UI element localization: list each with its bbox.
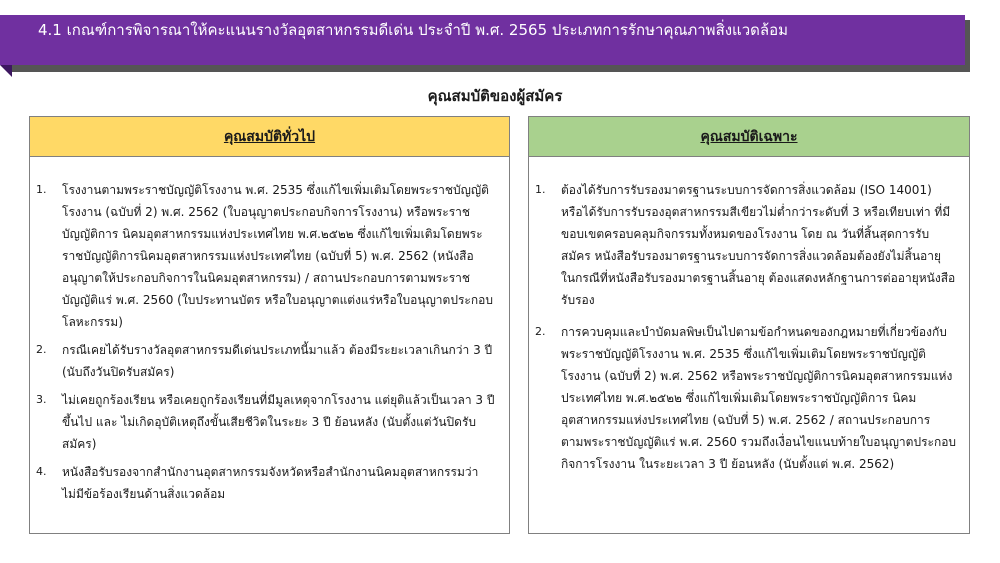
list-item: [30, 339, 497, 383]
list-item: [529, 179, 957, 311]
header-bar: [0, 15, 965, 65]
list-item: [30, 461, 497, 505]
list-item: [30, 179, 497, 333]
general-qualifications-list: [30, 157, 509, 505]
item-text: หนังสือรับรองจากสำนักงานอุตสาหกรรมจังหวัดหรือสำนักงานนิคมอุตสาหกรรมว่าไม่มีข้อร้องเรียนด้านสิ่งแวดล้อม: [62, 465, 479, 501]
list-item: [529, 321, 957, 475]
item-number: 2.: [36, 343, 47, 356]
item-text: ต้องได้รับการรับรองมาตรฐานระบบการจัดการสิ่งแวดล้อม (ISO 14001) หรือได้รับการรับรองอุตสาหกรรมสีเขียวไม่ต่ำกว่าระดับที่ 3 หรือเทียบเท่า ที่มีขอบเขตครอบคลุมกิจกรรมทั้งหมดของโรงงาน โดย ณ วันที่สิ้นสุดการรับสมัคร หนังสือรับรองมาตรฐานระบบการจัดการสิ่งแวดล้อมต้องยังไม่สิ้นอายุ ในกรณีที่หนังสือรับรองมาตรฐานสิ้นอายุ ต้องแสดงหลักฐานการต่ออายุหนังสือรับรอง: [561, 183, 956, 307]
item-text: โรงงานตามพระราชบัญญัติโรงงาน พ.ศ. 2535 ซึ่งแก้ไขเพิ่มเติมโดยพระราชบัญญัติโรงงาน (ฉบับที่ 2) พ.ศ. 2562 (ใบอนุญาตประกอบกิจการโรงงาน) หรือพระราชบัญญัติการ นิคมอุตสาหกรรมแห่งประเทศไทย พ.ศ.๒๕๒๒ ซึ่งแก้ไขเพิ่มเติมโดยพระราชบัญญัติการนิคมอุตสาหกรรมแห่งประเทศไทย (ฉบับที่ 5) พ.ศ. 2562 (หนังสืออนุญาตให้ประกอบกิจการในนิคมอุตสาหกรรม) / สถานประกอบการตามพระราชบัญญัติแร่ พ.ศ. 2560 (ใบประทานบัตร หรือใบอนุญาตแต่งแร่หรือใบอนุญาตประกอบโลหะกรรม): [62, 183, 493, 329]
list-item: [30, 389, 497, 455]
page-title: คุณสมบัติของผู้สมัคร: [427, 87, 563, 105]
item-number: 3.: [36, 393, 47, 406]
header-notch: [0, 65, 12, 77]
item-number: 1.: [36, 183, 47, 196]
item-number: 1.: [535, 183, 546, 196]
header-title: 4.1 เกณฑ์การพิจารณาให้คะแนนรางวัลอุตสาหกรรมดีเด่น ประจำปี พ.ศ. 2565 ประเภทการรักษาคุณภาพสิ่งแวดล้อม: [38, 21, 788, 39]
specific-qualifications-list: [529, 157, 969, 475]
item-text: ไม่เคยถูกร้องเรียน หรือเคยถูกร้องเรียนที่มีมูลเหตุจากโรงงาน แต่ยุติแล้วเป็นเวลา 3 ปี ขึ้นไป และ ไม่เกิดอุบัติเหตุถึงขั้นเสียชีวิตในระยะ 3 ปี ย้อนหลัง (นับตั้งแต่วันปิดรับสมัคร): [62, 393, 495, 451]
specific-qualifications-panel: [528, 116, 970, 534]
item-text: กรณีเคยได้รับรางวัลอุตสาหกรรมดีเด่นประเภทนี้มาแล้ว ต้องมีระยะเวลาเกินกว่า 3 ปี (นับถึงวันปิดรับสมัคร): [62, 343, 493, 379]
item-number: 4.: [36, 465, 47, 478]
general-qualifications-panel: [29, 116, 510, 534]
item-text: การควบคุมและบำบัดมลพิษเป็นไปตามข้อกำหนดของกฎหมายที่เกี่ยวข้องกับพระราชบัญญัติโรงงาน พ.ศ. 2535 ซึ่งแก้ไขเพิ่มเติมโดยพระราชบัญญัติโรงงาน (ฉบับที่ 2) พ.ศ. 2562 หรือพระราชบัญญัติการนิคมอุตสาหกรรมแห่งประเทศไทย พ.ศ.๒๕๒๒ ซึ่งแก้ไขเพิ่มเติมโดยพระราชบัญญัติการ นิคมอุตสาหกรรมแห่งประเทศไทย (ฉบับที่ 5) พ.ศ. 2562 / สถานประกอบการตามพระราชบัญญัติแร่ พ.ศ. 2560 รวมถึงเงื่อนไขแนบท้ายใบอนุญาตประกอบกิจการโรงงาน ในระยะเวลา 3 ปี ย้อนหลัง (นับตั้งแต่ พ.ศ. 2562): [561, 325, 957, 471]
general-qualifications-heading: คุณสมบัติทั่วไป: [30, 117, 509, 157]
specific-qualifications-heading: คุณสมบัติเฉพาะ: [529, 117, 969, 157]
item-number: 2.: [535, 325, 546, 338]
